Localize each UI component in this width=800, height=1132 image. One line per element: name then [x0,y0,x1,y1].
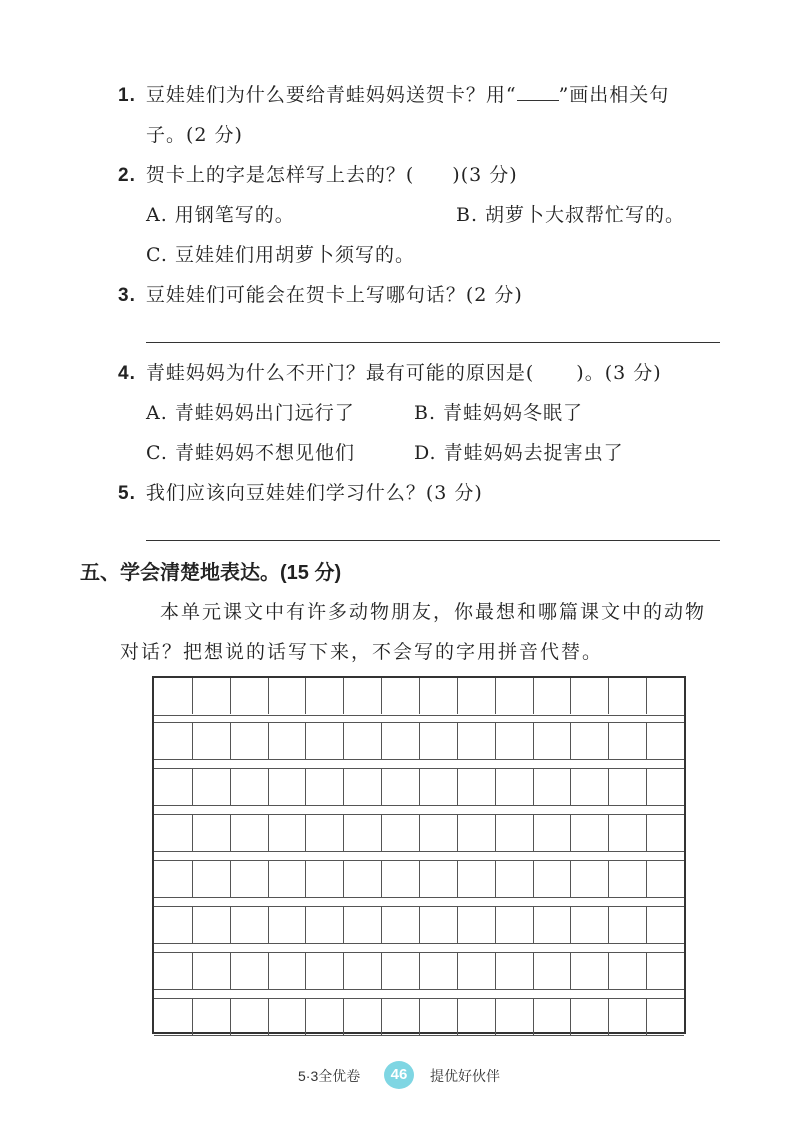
grid-cell[interactable] [457,861,496,897]
grid-cell[interactable] [305,953,344,989]
grid-cell[interactable] [154,861,192,897]
grid-cell[interactable] [533,907,572,943]
grid-cell[interactable] [533,769,572,805]
grid-cell[interactable] [608,999,647,1035]
grid-cell[interactable] [646,907,685,943]
grid-cell[interactable] [608,907,647,943]
question-2 [118,160,518,187]
question-4 [118,358,662,385]
grid-cell[interactable] [457,723,496,759]
grid-cell[interactable] [570,999,609,1035]
grid-cell[interactable] [495,815,534,851]
grid-cell[interactable] [646,861,685,897]
answer-line-q5[interactable] [146,540,720,541]
section-5-instruction-line-1: 本单元课文中有许多动物朋友，你最想和哪篇课文中的动物 [160,601,707,623]
grid-cell[interactable] [646,999,685,1035]
grid-cell[interactable] [533,678,572,714]
grid-cell[interactable] [419,723,458,759]
grid-cell[interactable] [268,678,307,714]
grid-cell[interactable] [268,723,307,759]
grid-cell[interactable] [154,953,192,989]
grid-cell[interactable] [608,769,647,805]
grid-cell[interactable] [192,815,231,851]
grid-cell[interactable] [381,861,420,897]
question-2-text-end: )(3 分) [452,164,518,186]
footer-brand: 5·3全优卷 [298,1068,361,1084]
grid-cell[interactable] [570,815,609,851]
grid-cell[interactable] [646,953,685,989]
grid-cell[interactable] [343,953,382,989]
grid-cell[interactable] [533,861,572,897]
grid-cell[interactable] [419,769,458,805]
grid-cell[interactable] [419,907,458,943]
question-4-number: 4. [118,363,136,384]
question-4-text-end: )。(3 分) [576,362,662,384]
grid-cell[interactable] [608,678,647,714]
grid-cell[interactable] [419,678,458,714]
question-1-number: 1. [118,85,136,106]
grid-cell[interactable] [343,815,382,851]
question-4-option-a[interactable]: A. 青蛙妈妈出门远行了 [146,402,355,424]
grid-cell[interactable] [381,953,420,989]
grid-cell[interactable] [570,678,609,714]
grid-row [154,952,684,990]
grid-cell[interactable] [343,678,382,714]
grid-cell[interactable] [154,999,192,1035]
grid-cell[interactable] [381,678,420,714]
question-2-number: 2. [118,165,136,186]
grid-cell[interactable] [381,815,420,851]
answer-line-q3[interactable] [146,342,720,343]
grid-cell[interactable] [495,769,534,805]
grid-cell[interactable] [457,678,496,714]
question-3-number: 3. [118,285,136,306]
footer-slogan: 提优好伙伴 [430,1068,500,1084]
section-5-instruction-line-2: 对话？把想说的话写下来，不会写的字用拼音代替。 [120,641,604,663]
question-1-text-a: 豆娃娃们为什么要给青蛙妈妈送贺卡？用“ [145,84,517,106]
grid-cell[interactable] [268,907,307,943]
grid-row [154,768,684,806]
page-number-badge: 46 [384,1061,414,1089]
grid-cell[interactable] [154,769,192,805]
grid-cell[interactable] [495,953,534,989]
question-3 [118,280,523,307]
grid-cell[interactable] [343,907,382,943]
grid-cell[interactable] [268,861,307,897]
grid-cell[interactable] [343,861,382,897]
grid-cell[interactable] [154,678,192,714]
grid-cell[interactable] [192,953,231,989]
grid-cell[interactable] [230,769,269,805]
grid-cell[interactable] [343,999,382,1035]
grid-cell[interactable] [230,723,269,759]
grid-cell[interactable] [268,815,307,851]
grid-cell[interactable] [419,815,458,851]
question-5-text: 我们应该向豆娃娃们学习什么？(3 分) [145,482,483,504]
grid-cell[interactable] [381,907,420,943]
grid-cell[interactable] [343,723,382,759]
grid-cell[interactable] [305,907,344,943]
grid-cell[interactable] [192,907,231,943]
grid-cell[interactable] [192,723,231,759]
grid-cell[interactable] [533,999,572,1035]
grid-cell[interactable] [230,678,269,714]
grid-cell[interactable] [457,815,496,851]
grid-cell[interactable] [230,999,269,1035]
section-5-title: 五、学会清楚地表达。(15 分) [80,562,342,584]
grid-cell[interactable] [533,723,572,759]
question-4-option-c[interactable]: C. 青蛙妈妈不想见他们 [146,442,355,464]
grid-cell[interactable] [305,678,344,714]
grid-cell[interactable] [305,769,344,805]
grid-cell[interactable] [154,723,192,759]
underline-sample [517,86,559,101]
grid-cell[interactable] [646,678,685,714]
grid-cell[interactable] [419,953,458,989]
writing-grid[interactable] [152,676,686,1034]
grid-cell[interactable] [570,723,609,759]
question-5-number: 5. [118,483,136,504]
question-4-option-b[interactable]: B. 青蛙妈妈冬眠了 [414,402,584,424]
question-5 [118,478,483,505]
grid-row [154,998,684,1036]
grid-row [154,906,684,944]
grid-cell[interactable] [268,769,307,805]
grid-cell[interactable] [533,815,572,851]
grid-cell[interactable] [192,861,231,897]
grid-cell[interactable] [457,953,496,989]
grid-cell[interactable] [533,953,572,989]
question-2-option-a[interactable]: A. 用钢笔写的。 [146,204,295,226]
grid-cell[interactable] [608,815,647,851]
grid-cell[interactable] [570,769,609,805]
grid-cell[interactable] [646,815,685,851]
question-2-option-b[interactable]: B. 胡萝卜大叔帮忙写的。 [456,204,686,226]
grid-cell[interactable] [230,861,269,897]
grid-cell[interactable] [305,723,344,759]
grid-cell[interactable] [495,678,534,714]
grid-cell[interactable] [608,953,647,989]
grid-cell[interactable] [230,907,269,943]
grid-cell[interactable] [192,678,231,714]
grid-cell[interactable] [457,907,496,943]
grid-cell[interactable] [570,861,609,897]
question-4-text: 青蛙妈妈为什么不开门？最有可能的原因是( [145,362,535,384]
grid-cell[interactable] [268,953,307,989]
grid-cell[interactable] [570,953,609,989]
grid-cell[interactable] [381,999,420,1035]
grid-cell[interactable] [192,769,231,805]
grid-cell[interactable] [230,953,269,989]
grid-cell[interactable] [570,907,609,943]
grid-cell[interactable] [305,999,344,1035]
grid-cell[interactable] [646,723,685,759]
grid-cell[interactable] [381,769,420,805]
grid-cell[interactable] [154,907,192,943]
question-3-text: 豆娃娃们可能会在贺卡上写哪句话？(2 分) [145,284,523,306]
question-1-text-b: ”画出相关句 [558,84,670,106]
grid-cell[interactable] [419,861,458,897]
grid-cell[interactable] [608,861,647,897]
grid-cell[interactable] [419,999,458,1035]
grid-cell[interactable] [646,769,685,805]
question-1 [118,80,669,107]
question-2-text: 贺卡上的字是怎样写上去的？( [145,164,415,186]
grid-cell[interactable] [495,723,534,759]
grid-cell[interactable] [495,999,534,1035]
grid-row [154,722,684,760]
question-4-option-d[interactable]: D. 青蛙妈妈去捉害虫了 [414,442,624,464]
grid-cell[interactable] [154,815,192,851]
grid-cell[interactable] [381,723,420,759]
grid-cell[interactable] [230,815,269,851]
grid-cell[interactable] [305,861,344,897]
grid-cell[interactable] [495,861,534,897]
grid-cell[interactable] [305,815,344,851]
question-1-continued: 子。(2 分) [146,124,243,146]
grid-cell[interactable] [343,769,382,805]
grid-cell[interactable] [495,907,534,943]
grid-cell[interactable] [192,999,231,1035]
grid-row [154,678,684,716]
grid-cell[interactable] [457,769,496,805]
grid-cell[interactable] [457,999,496,1035]
question-2-option-c[interactable]: C. 豆娃娃们用胡萝卜须写的。 [146,244,415,266]
grid-row [154,814,684,852]
grid-cell[interactable] [268,999,307,1035]
grid-row [154,860,684,898]
grid-cell[interactable] [608,723,647,759]
